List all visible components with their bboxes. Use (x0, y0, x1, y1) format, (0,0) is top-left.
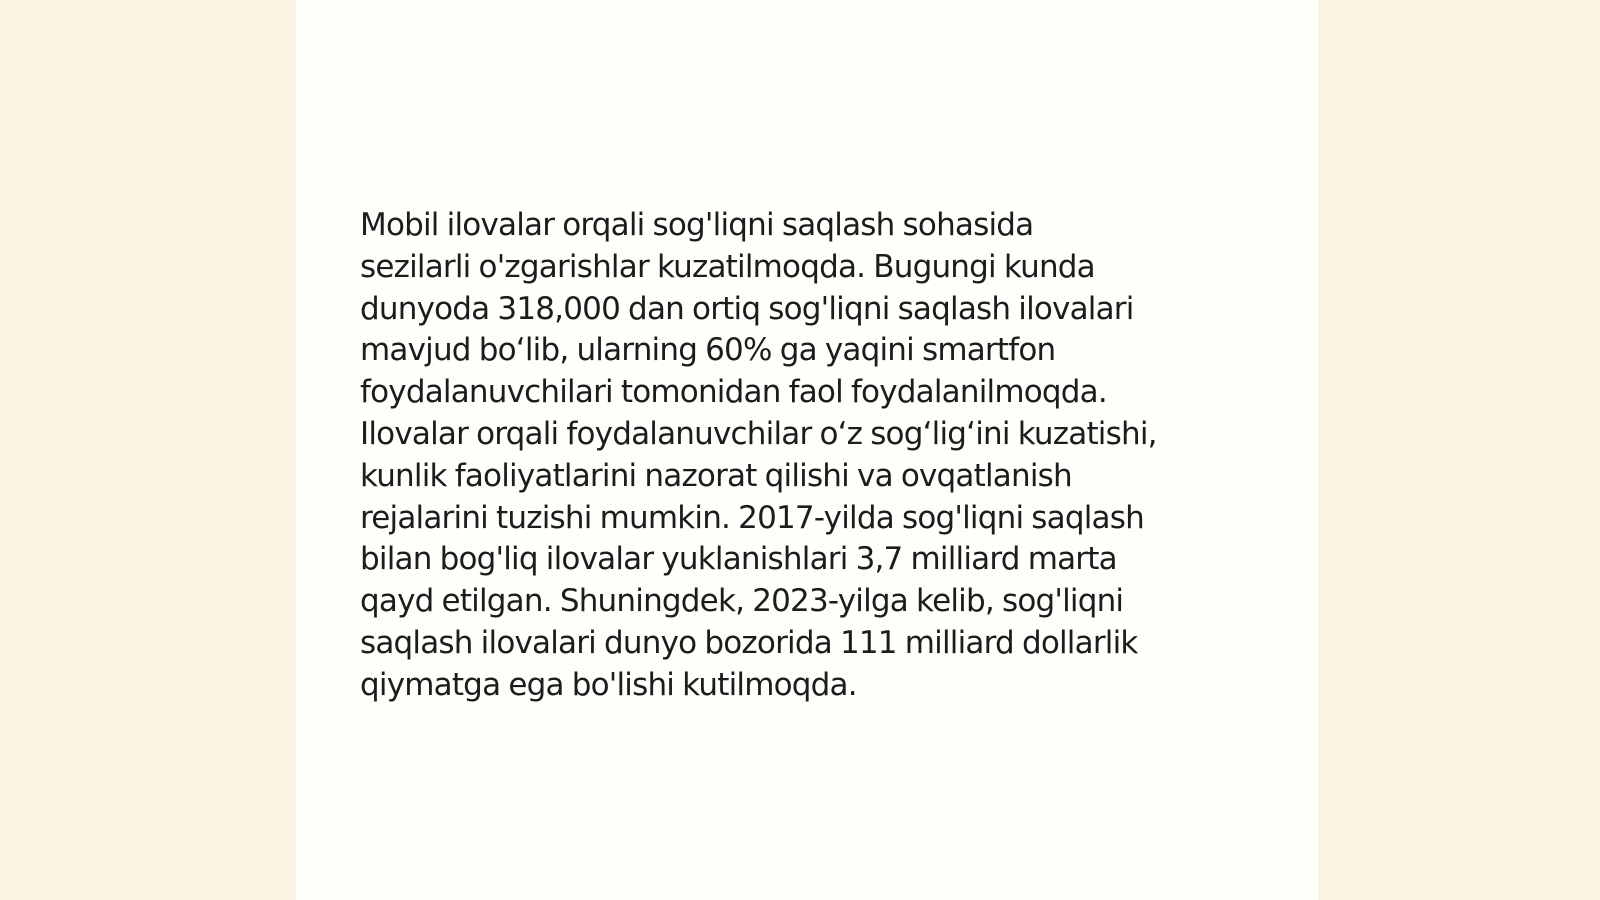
slide-page (296, 0, 1318, 900)
paragraph-line: Mobil ilovalar orqali sog'liqni saqlash sohasida (360, 207, 1034, 243)
left-margin (0, 0, 296, 900)
paragraph-line: kunlik faoliyatlarini nazorat qilishi va ovqatlanish (360, 457, 1072, 494)
paragraph-line: qayd etilgan. Shuningdek, 2023-yilga kelib, sog'liqni (360, 583, 1124, 620)
paragraph-line: bilan bog'liq ilovalar yuklanishlari 3,7 milliard marta (360, 541, 1117, 578)
paragraph-line: dunyoda 318,000 dan ortiq sog'liqni saqlash ilovalari (360, 290, 1134, 327)
body-paragraph (360, 205, 1260, 707)
paragraph-line: foydalanuvchilari tomonidan faol foydalanilmoqda. (360, 374, 1107, 411)
paragraph-line: mavjud bo‘lib, ularning 60% ga yaqini smartfon (360, 332, 1056, 369)
paragraph-line: rejalarini tuzishi mumkin. 2017-yilda sog'liqni saqlash (360, 499, 1144, 536)
paragraph-line: saqlash ilovalari dunyo bozorida 111 milliard dollarlik (360, 624, 1138, 661)
paragraph-line: qiymatga ega bo'lishi kutilmoqda. (360, 666, 857, 703)
paragraph-line: Ilovalar orqali foydalanuvchilar o‘z sog‘lig‘ini kuzatishi, (360, 415, 1157, 452)
paragraph-line: sezilarli o'zgarishlar kuzatilmoqda. Bugungi kunda (360, 248, 1095, 285)
right-margin (1318, 0, 1600, 900)
